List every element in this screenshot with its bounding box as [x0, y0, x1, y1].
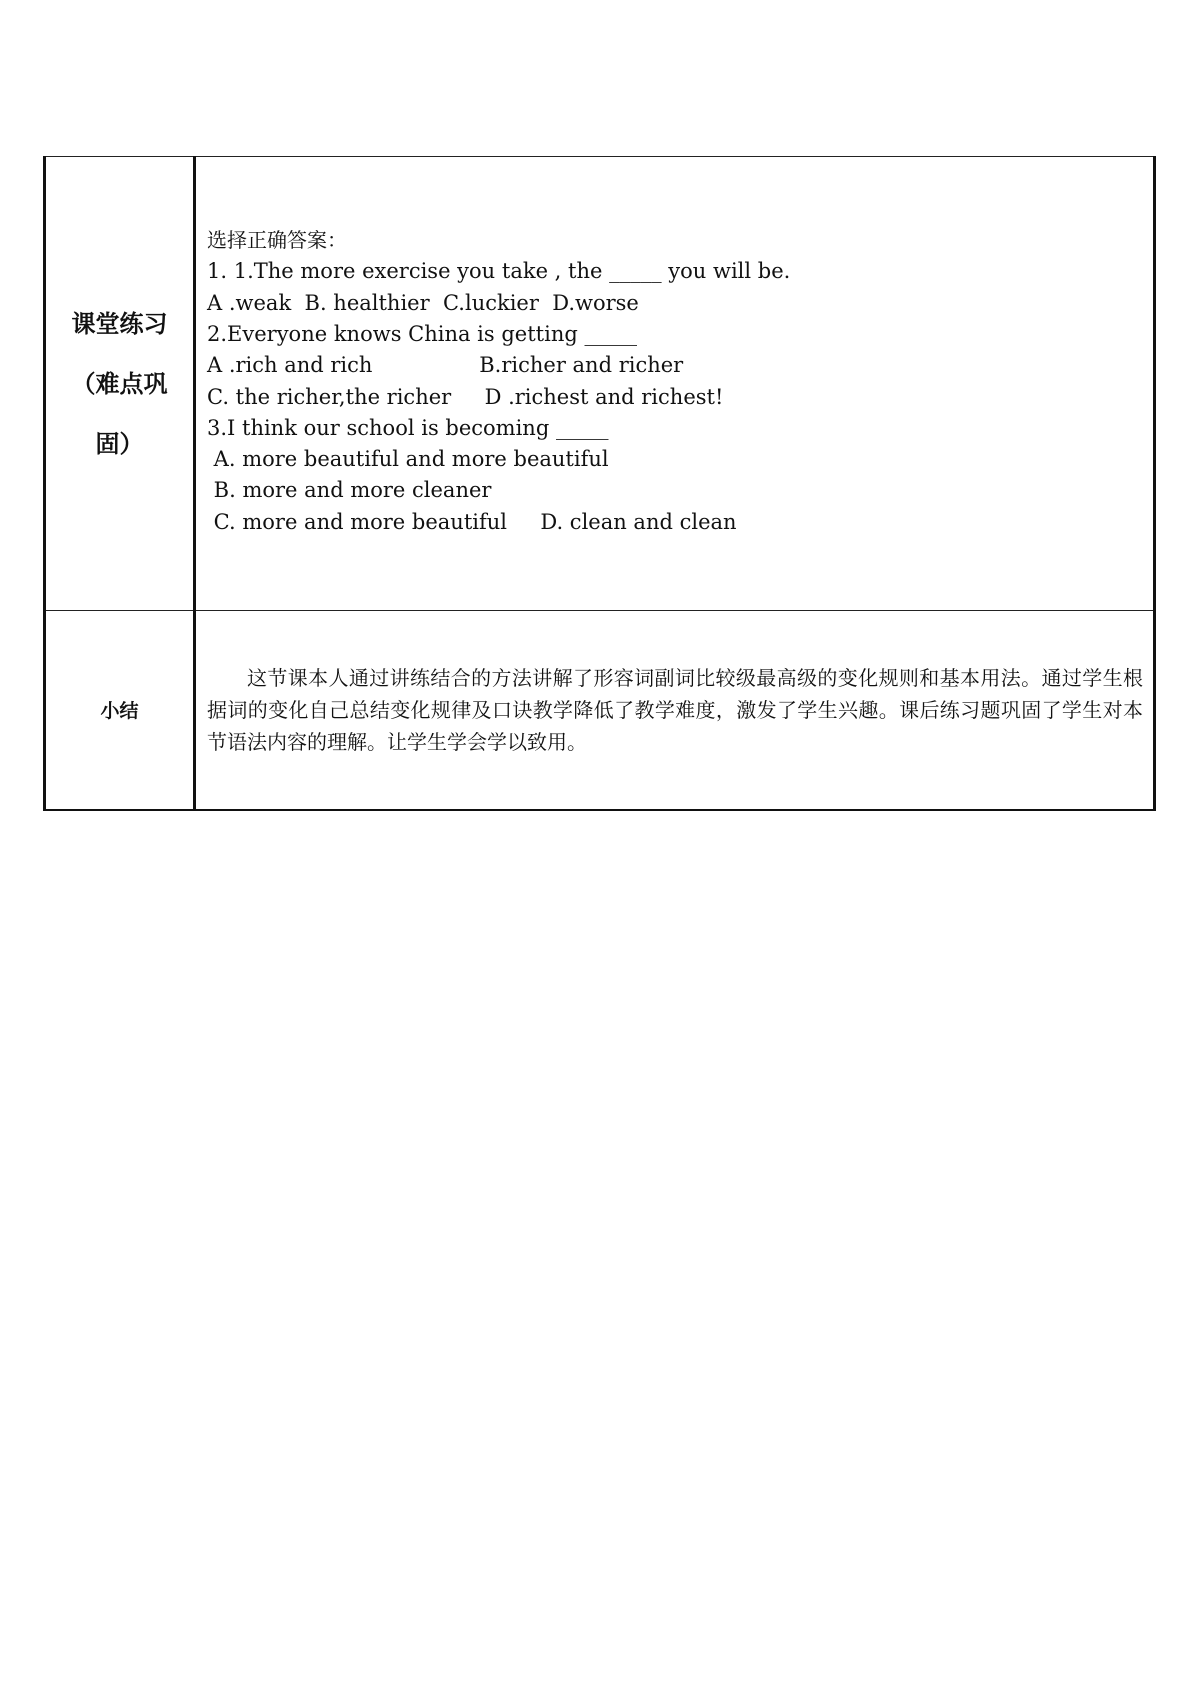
exercise-row	[45, 157, 1155, 611]
question-2: 2.Everyone knows China is getting _____	[207, 321, 637, 346]
question-2-options-ab: A .rich and rich B.richer and richer	[207, 353, 684, 378]
summary-row	[45, 611, 1155, 810]
summary-text: 这节课本人通过讲练结合的方法讲解了形容词副词比较级最高级的变化规则和基本用法。通过学生根据词的变化自己总结变化规律及口诀教学降低了教学难度，激发了学生兴趣。课后练习题巩固了学生对本节语法内容的理解。让学生学会学以致用。	[207, 665, 1143, 754]
lesson-table	[43, 156, 1156, 811]
question-3: 3.I think our school is becoming _____	[207, 415, 609, 440]
exercise-content-cell	[195, 157, 1155, 611]
question-3-option-b: B. more and more cleaner	[207, 478, 492, 503]
exercise-content	[196, 169, 1153, 598]
exercise-heading: 选择正确答案：	[207, 228, 347, 253]
summary-label: 小结	[100, 700, 139, 723]
exercise-label-line: 固）	[95, 429, 144, 458]
question-3-options-cd: C. more and more beautiful D. clean and clean	[207, 509, 737, 534]
question-2-options-cd: C. the richer,the richer D .richest and richest!	[207, 384, 724, 409]
exercise-label-line: 课堂练习	[71, 309, 168, 338]
exercise-label-line: （难点巩	[71, 369, 168, 398]
exercise-label	[46, 294, 193, 474]
question-1: 1. 1.The more exercise you take , the _____ you will be.	[207, 259, 791, 284]
summary-label-cell	[45, 611, 195, 810]
question-3-option-a: A. more beautiful and more beautiful	[207, 447, 609, 472]
summary-content-cell	[195, 611, 1155, 810]
exercise-label-cell	[45, 157, 195, 611]
question-1-options: A .weak B. healthier C.luckier D.worse	[207, 290, 639, 315]
